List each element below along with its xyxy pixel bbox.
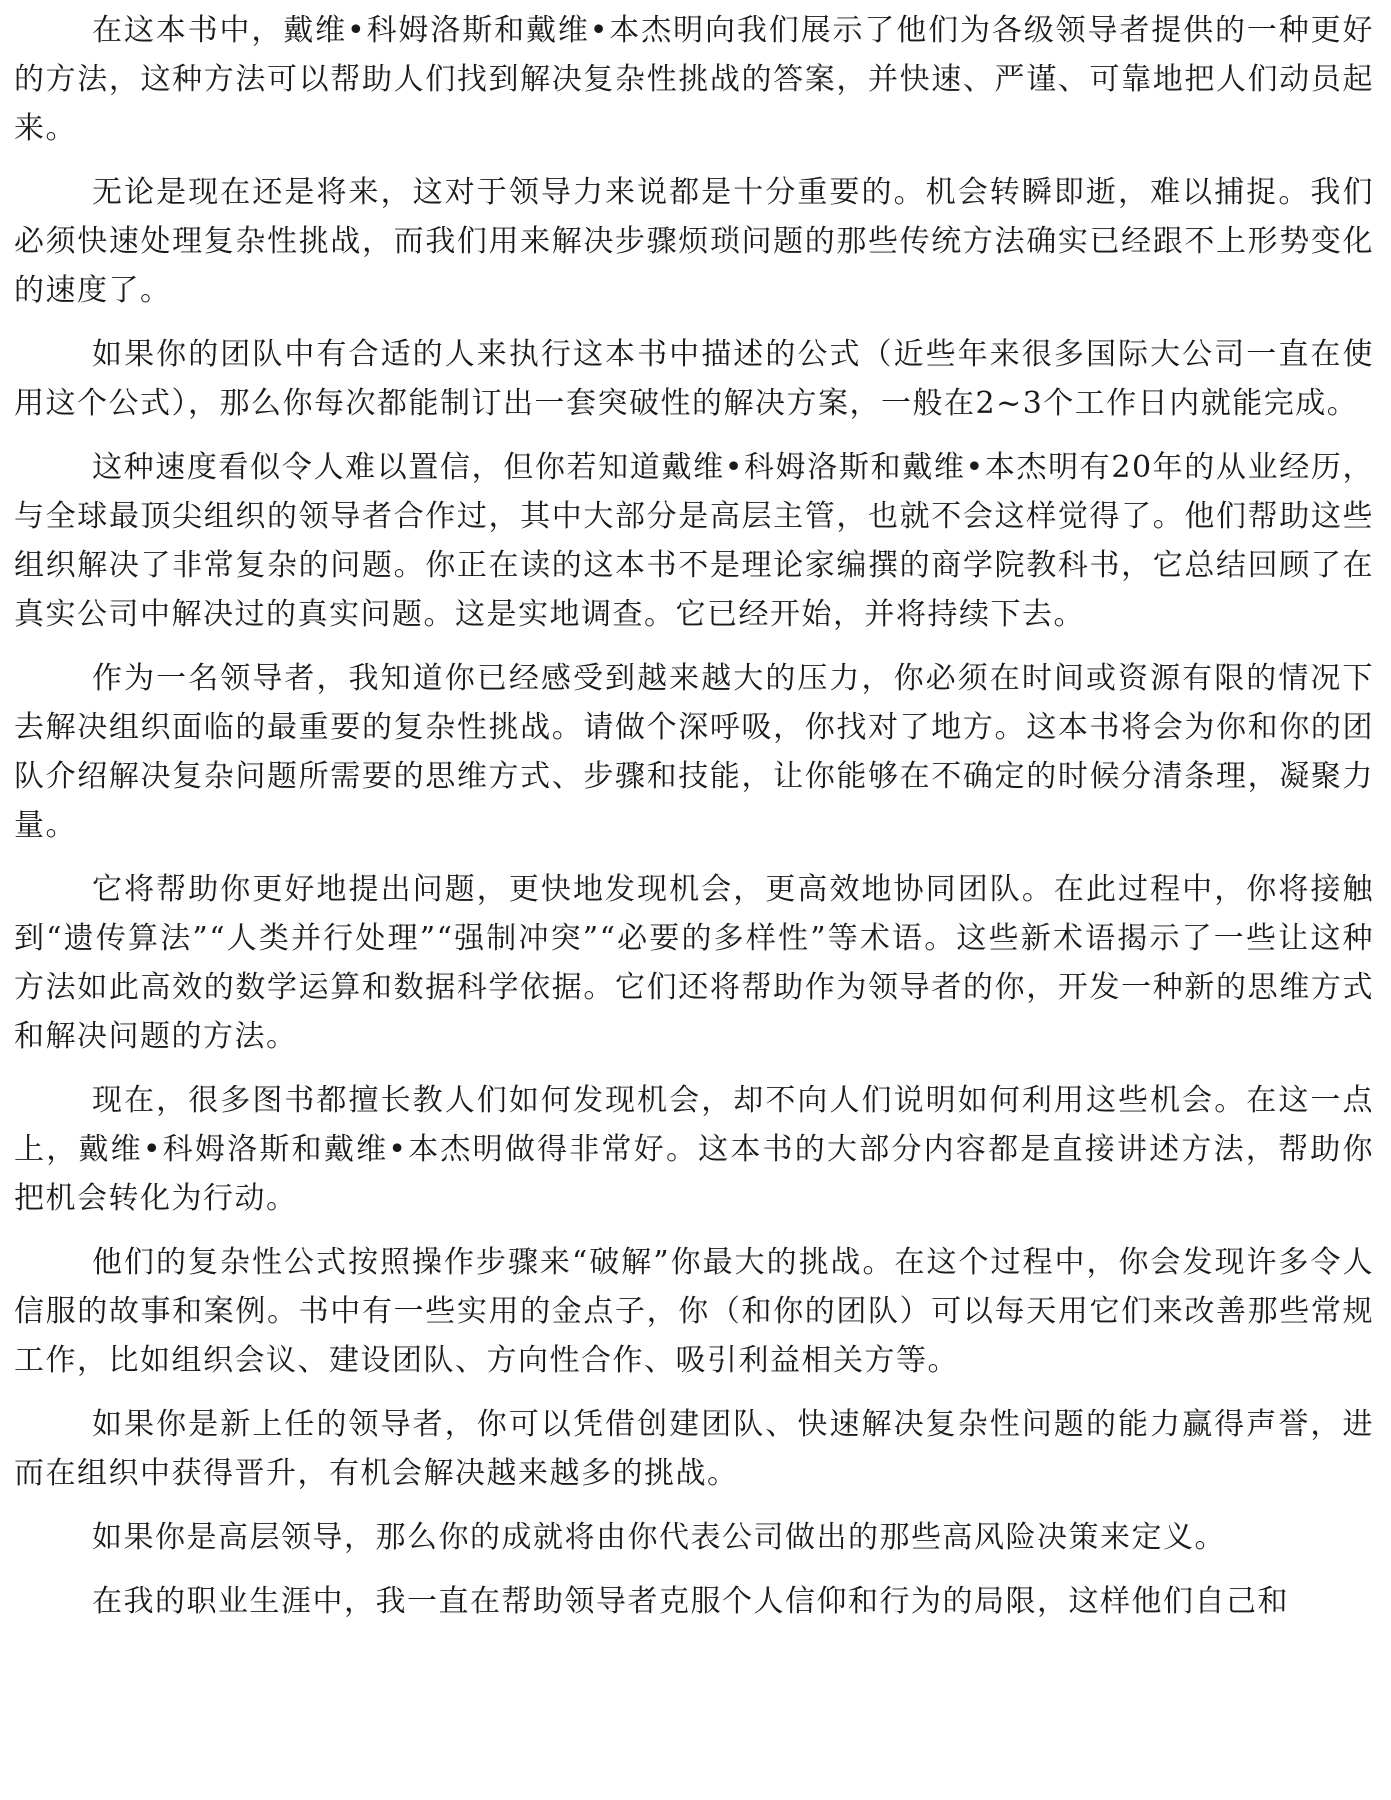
- paragraph-1: 在这本书中，戴维•科姆洛斯和戴维•本杰明向我们展示了他们为各级领导者提供的一种更好的方法，这种方法可以帮助人们找到解决复杂性挑战的答案，并快速、严谨、可靠地把人们动员起来。: [14, 13, 1374, 146]
- paragraph-6: 它将帮助你更好地提出问题，更快地发现机会，更高效地协同团队。在此过程中，你将接触到“遗传算法”“人类并行处理”“强制冲突”“必要的多样性”等术语。这些新术语揭示了一些让这种方法如此高效的数学运算和数据科学依据。它们还将帮助作为领导者的你，开发一种新的思维方式和解决问题的方法。: [14, 872, 1374, 1054]
- paragraph-2: 无论是现在还是将来，这对于领导力来说都是十分重要的。机会转瞬即逝，难以捕捉。我们必须快速处理复杂性挑战，而我们用来解决步骤烦琐问题的那些传统方法确实已经跟不上形势变化的速度了。: [14, 175, 1374, 308]
- paragraph-8: 他们的复杂性公式按照操作步骤来“破解”你最大的挑战。在这个过程中，你会发现许多令人信服的故事和案例。书中有一些实用的金点子，你（和你的团队）可以每天用它们来改善那些常规工作，比如组织会议、建设团队、方向性合作、吸引利益相关方等。: [14, 1245, 1374, 1378]
- paragraph-4: 这种速度看似令人难以置信，但你若知道戴维•科姆洛斯和戴维•本杰明有20年的从业经历，与全球最顶尖组织的领导者合作过，其中大部分是高层主管，也就不会这样觉得了。他们帮助这些组织解决了非常复杂的问题。你正在读的这本书不是理论家编撰的商学院教科书，它总结回顾了在真实公司中解决过的真实问题。这是实地调查。它已经开始，并将持续下去。: [14, 450, 1374, 632]
- paragraph-11: 在我的职业生涯中，我一直在帮助领导者克服个人信仰和行为的局限，这样他们自己和: [92, 1584, 1289, 1619]
- paragraph-10: 如果你是高层领导，那么你的成就将由你代表公司做出的那些高风险决策来定义。: [92, 1520, 1226, 1555]
- document-body: [14, 6, 1374, 1626]
- paragraph-7: 现在，很多图书都擅长教人们如何发现机会，却不向人们说明如何利用这些机会。在这一点上，戴维•科姆洛斯和戴维•本杰明做得非常好。这本书的大部分内容都是直接讲述方法，帮助你把机会转化为行动。: [14, 1083, 1374, 1216]
- paragraph-3: 如果你的团队中有合适的人来执行这本书中描述的公式（近些年来很多国际大公司一直在使用这个公式），那么你每次都能制订出一套突破性的解决方案，一般在2~3个工作日内就能完成。: [14, 337, 1374, 421]
- paragraph-9: 如果你是新上任的领导者，你可以凭借创建团队、快速解决复杂性问题的能力赢得声誉，进而在组织中获得晋升，有机会解决越来越多的挑战。: [14, 1407, 1374, 1491]
- paragraph-5: 作为一名领导者，我知道你已经感受到越来越大的压力，你必须在时间或资源有限的情况下去解决组织面临的最重要的复杂性挑战。请做个深呼吸，你找对了地方。这本书将会为你和你的团队介绍解决复杂问题所需要的思维方式、步骤和技能，让你能够在不确定的时候分清条理，凝聚力量。: [14, 661, 1374, 843]
